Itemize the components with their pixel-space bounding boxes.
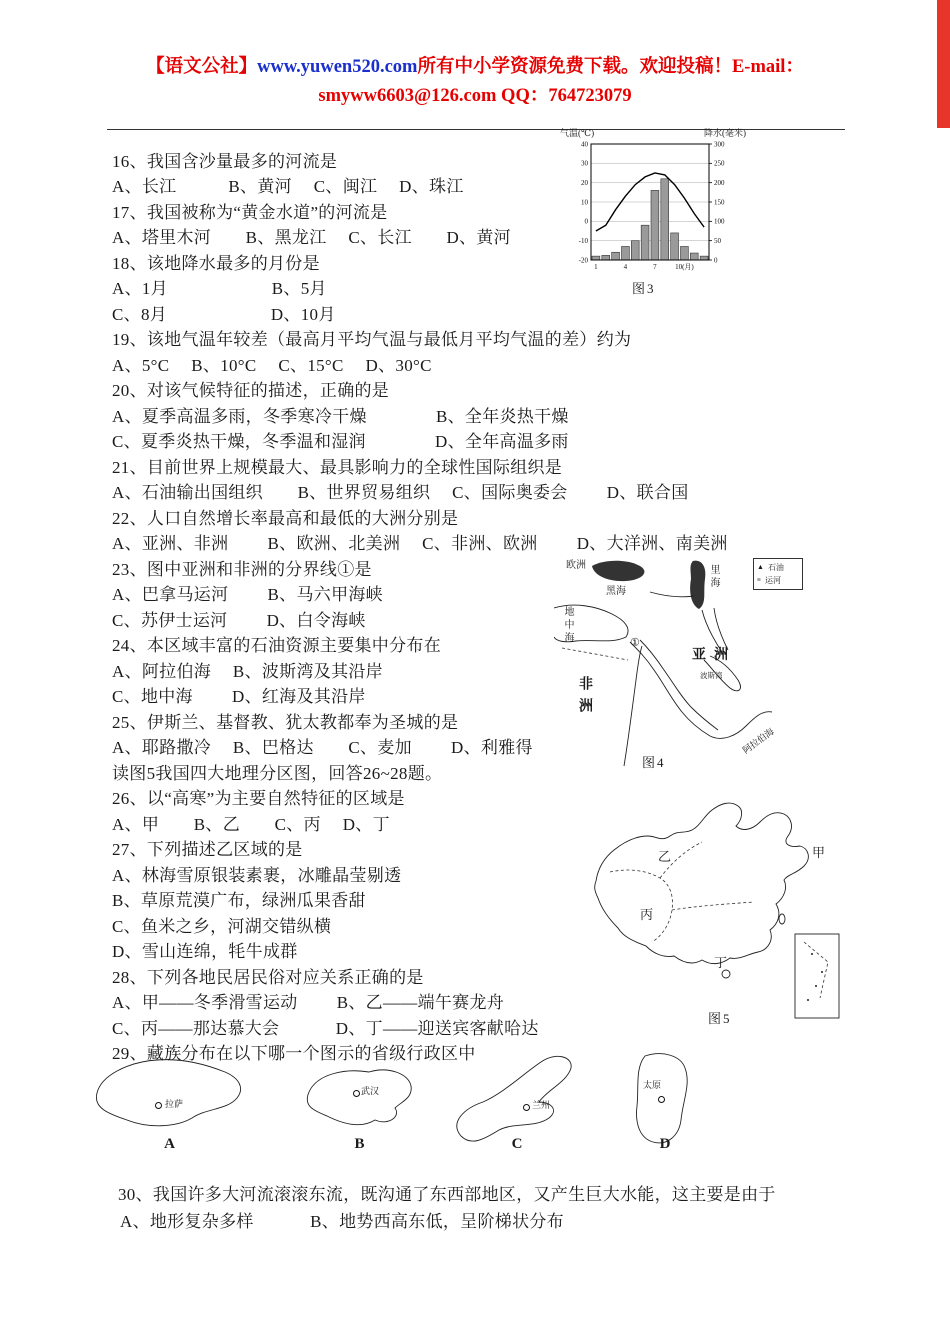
page-header: [0, 56, 950, 107]
fig3-mark: 10: [581, 198, 588, 207]
label-persian-gulf: 波斯湾: [700, 671, 723, 680]
oil-symbol-icon: ▲: [757, 563, 764, 571]
q27-option-d: D、雪山连绵，牦牛成群: [112, 942, 298, 961]
fig3-mark: [641, 225, 649, 260]
china-map: [576, 786, 844, 1026]
fig3-mark: 50: [714, 237, 721, 246]
q26-stem: 26、以“高寒”为主要自然特征的区域是: [112, 789, 405, 808]
map-letter-a: A: [164, 1136, 175, 1152]
city-dot-wuhan: [353, 1090, 360, 1097]
legend-oil-label: 石油: [767, 563, 784, 572]
region-label-bing: 丙: [640, 907, 654, 922]
fig3-mark: -10: [578, 237, 588, 246]
q30-stem: 30、我国许多大河流滚滚东流，既沟通了东西部地区，又产生巨大水能，这主要是由于: [118, 1185, 776, 1204]
fig3-mark: 0: [584, 217, 588, 226]
q18-stem: 18、该地降水最多的月份是: [112, 254, 320, 273]
q27-option-c: C、鱼米之乡，河湖交错纵横: [112, 917, 332, 936]
q23-options-cd: C、苏伊士运河 D、白令海峡: [112, 611, 366, 630]
q19-stem: 19、该地气温年较差（最高月平均气温与最低月平均气温的差）约为: [112, 330, 632, 349]
header-tagline: 所有中小学资源免费下载。欢迎投稿！E-mail：: [417, 57, 804, 77]
city-label-taiyuan: 太原: [643, 1080, 662, 1090]
q24-options-ab: A、阿拉伯海 B、波斯湾及其沿岸: [112, 662, 383, 681]
site-url[interactable]: www.yuwen520.com: [257, 57, 418, 77]
q21-stem: 21、目前世界上规模最大、最具影响力的全球性国际组织是: [112, 458, 563, 477]
city-label-lanzhou: 兰州: [532, 1100, 551, 1110]
province-map-b: [297, 1048, 422, 1152]
hubei-outline: [297, 1058, 422, 1136]
q27-option-b: B、草原荒漠广布，绿洲瓜果香甜: [112, 891, 366, 910]
label-arabian-sea: 阿拉伯海: [740, 726, 776, 756]
figure-5-caption: 图5: [708, 1011, 732, 1026]
figure-4-caption: 图4: [642, 755, 666, 770]
q20-options-cd: C、夏季炎热干燥，冬季温和湿润 D、全年高温多雨: [112, 432, 569, 451]
label-caspian-sea: 里海: [708, 564, 719, 590]
q19-options: A、5°C B、10°C C、15°C D、30°C: [112, 356, 432, 375]
fig3-mark: [690, 253, 698, 260]
fig3-mark: 300: [714, 140, 725, 149]
figure-5-china-regions-map: [576, 786, 844, 1026]
label-black-sea: 黑海: [606, 586, 626, 597]
map-letter-d: D: [659, 1136, 671, 1152]
q23-options-ab: A、巴拿马运河 B、马六甲海峡: [112, 585, 383, 604]
figure-4-middle-east-map: [554, 552, 810, 770]
fig3-mark: 150: [714, 198, 725, 207]
precip-axis-title: 降水(毫米): [704, 128, 746, 138]
fig3-mark: 200: [714, 179, 725, 188]
q20-options-ab: A、夏季高温多雨，冬季寒冷干燥 B、全年炎热干燥: [112, 407, 569, 426]
province-map-c: [447, 1048, 587, 1152]
fig3-mark: [671, 233, 679, 260]
canal-symbol-icon: ≡: [757, 576, 761, 584]
province-map-d: [615, 1048, 715, 1152]
canal-mark-1: ①: [630, 637, 640, 649]
label-mediterranean: 地中海: [562, 606, 573, 645]
q27-stem: 27、下列描述乙区域的是: [112, 840, 303, 859]
q24-options-cd: C、地中海 D、红海及其沿岸: [112, 687, 366, 706]
q28-stem: 28、下列各地民居民俗对应关系正确的是: [112, 968, 424, 987]
city-dot-lanzhou: [523, 1104, 530, 1111]
figure-3-caption: 图3: [632, 281, 656, 296]
label-europe: 欧洲: [566, 560, 586, 571]
q28-options-cd: C、丙——那达慕大会 D、丁——迎送宾客献哈达: [112, 1019, 539, 1038]
fig3-mark: 10(月): [675, 263, 694, 271]
fig3-mark: 30: [581, 159, 588, 168]
q26-options: A、甲 B、乙 C、丙 D、丁: [112, 815, 390, 834]
fig3-mark: [602, 255, 610, 260]
fig3-mark: 250: [714, 159, 725, 168]
q18-options-ab: A、1月 B、5月: [112, 279, 327, 298]
q30-options: A、地形复杂多样 B、地势西高东低，呈阶梯状分布: [120, 1212, 564, 1231]
fig3-mark: [631, 241, 639, 260]
q25-options: A、耶路撒冷 B、巴格达 C、麦加 D、利雅得: [112, 738, 533, 757]
q27-option-a: A、林海雪原银装素裹，冰雕晶莹剔透: [112, 866, 402, 885]
fig3-mark: [681, 246, 689, 260]
fig3-mark: [651, 190, 659, 260]
fig3-mark: -20: [578, 256, 588, 265]
q29-stem: 29、藏族分布在以下哪一个图示的省级行政区中: [112, 1044, 476, 1063]
q20-stem: 20、对该气候特征的描述，正确的是: [112, 381, 390, 400]
q22-options: A、亚洲、非洲 B、欧洲、北美洲 C、非洲、欧洲 D、大洋洲、南美洲: [112, 534, 728, 553]
header-line1: [0, 56, 950, 78]
climate-plot: [558, 136, 750, 276]
fig3-mark: [700, 256, 708, 260]
q24-stem: 24、本区域丰富的石油资源主要集中分布在: [112, 636, 441, 655]
fig3-mark: 20: [581, 179, 588, 188]
gansu-outline: [447, 1048, 587, 1148]
city-label-wuhan: 武汉: [361, 1086, 380, 1096]
q17-stem: 17、我国被称为“黄金水道”的河流是: [112, 203, 388, 222]
temp-axis-title: 气温(℃): [560, 128, 595, 138]
fig3-mark: [612, 252, 620, 260]
map-letter-b: B: [354, 1136, 365, 1152]
province-map-a: [87, 1048, 252, 1152]
label-africa: 非洲: [577, 676, 592, 720]
brand-text: 【语文公社】: [146, 57, 258, 77]
fig3-mark: 0: [714, 256, 718, 265]
fig3-mark: 1: [594, 263, 598, 271]
province-maps-row: [85, 1048, 785, 1160]
section-note-26-28: 读图5我国四大地理分区图，回答26~28题。: [112, 764, 443, 783]
fig3-mark: [661, 179, 669, 260]
label-asia: 亚洲: [692, 648, 736, 663]
q22-stem: 22、人口自然增长率最高和最低的大洲分别是: [112, 509, 459, 528]
fig3-mark: 100: [714, 217, 725, 226]
q25-stem: 25、伊斯兰、基督教、犹太教都奉为圣城的是: [112, 713, 459, 732]
header-line2: smyww6603@126.com QQ：764723079: [318, 86, 632, 107]
q23-stem: 23、图中亚洲和非洲的分界线①是: [112, 560, 372, 579]
figure-3-climate-chart: [558, 126, 750, 298]
map-letter-c: C: [511, 1136, 523, 1152]
city-dot-lhasa: [155, 1102, 162, 1109]
fig3-mark: [622, 246, 630, 260]
tibet-outline: [87, 1048, 252, 1136]
map-legend: [753, 558, 803, 590]
legend-row-canal: [757, 574, 799, 587]
fig3-mark: 40: [581, 140, 588, 149]
fig3-mark: [592, 256, 600, 260]
region-label-yi: 乙: [658, 849, 672, 864]
region-label-ding: 丁: [714, 955, 728, 970]
q28-options-ab: A、甲——冬季滑雪运动 B、乙——端午赛龙舟: [112, 993, 505, 1012]
city-dot-taiyuan: [658, 1096, 665, 1103]
legend-row-oil: [757, 561, 799, 574]
q16-options: A、长江 B、黄河 C、闽江 D、珠江: [112, 177, 464, 196]
fig3-mark: 4: [623, 263, 628, 271]
q18-options-cd: C、8月 D、10月: [112, 305, 336, 324]
city-label-lhasa: 拉萨: [165, 1099, 184, 1109]
legend-canal-label: 运河: [764, 576, 781, 585]
fig3-mark: 7: [653, 263, 657, 271]
region-label-jia: 甲: [812, 845, 826, 860]
q16-stem: 16、我国含沙量最多的河流是: [112, 152, 338, 171]
q17-options: A、塔里木河 B、黑龙江 C、长江 D、黄河: [112, 228, 511, 247]
q21-options: A、石油输出国组织 B、世界贸易组织 C、国际奥委会 D、联合国: [112, 483, 689, 502]
